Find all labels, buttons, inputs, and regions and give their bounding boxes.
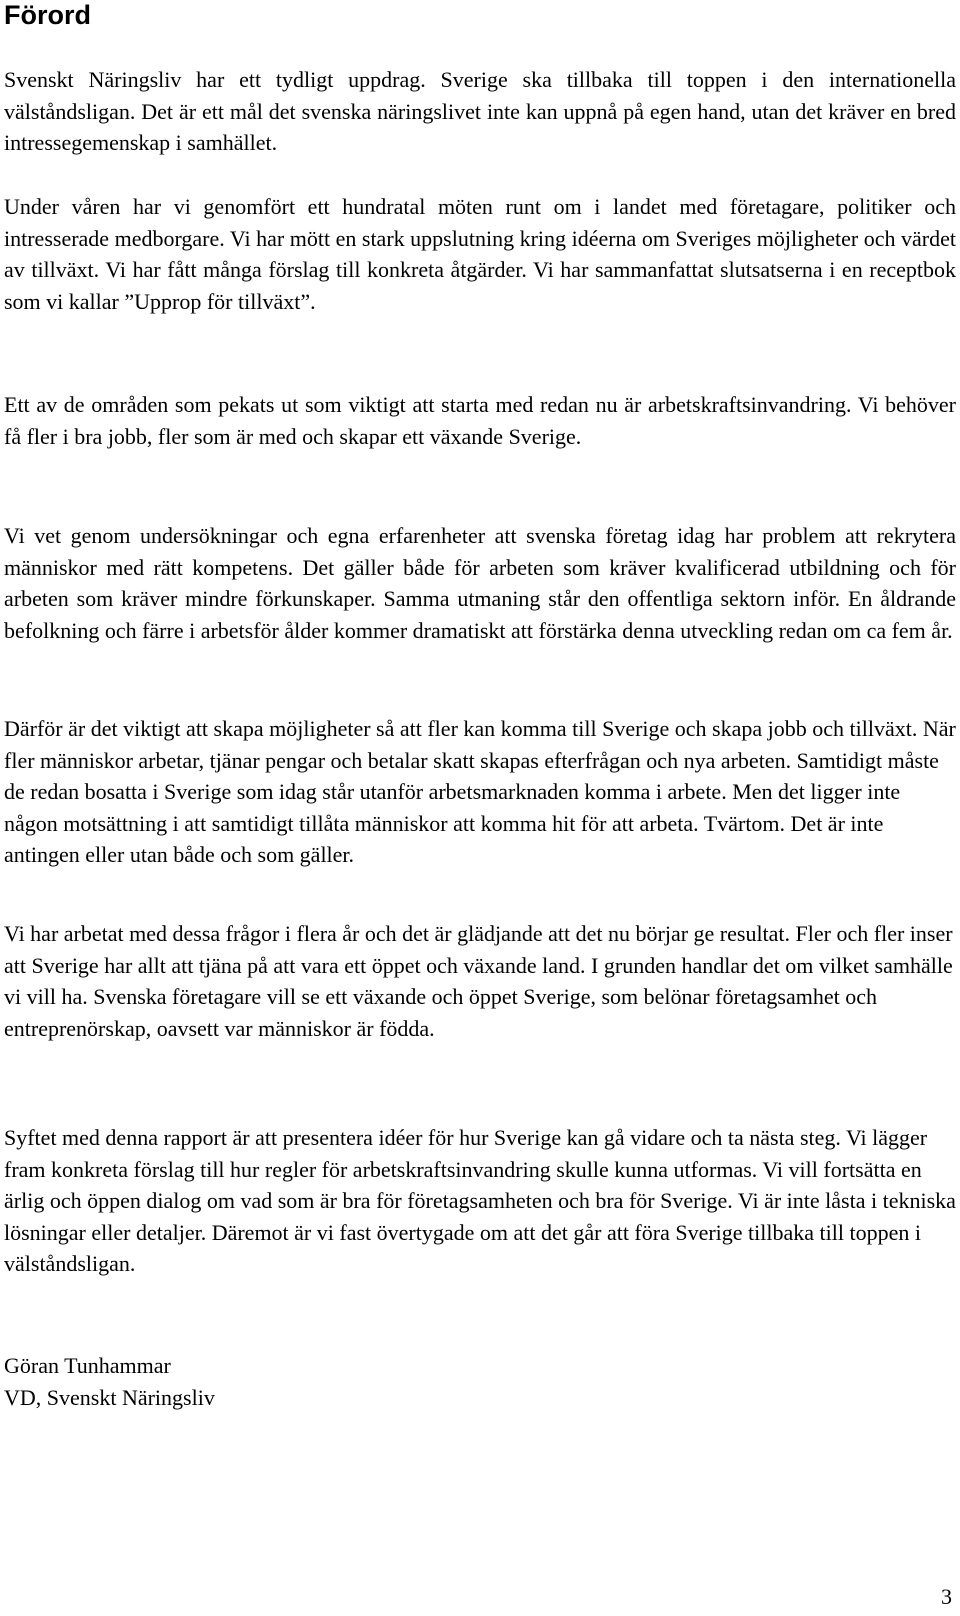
paragraph-opportunities: Därför är det viktigt att skapa möjligheter så att fler kan komma till Sverige och skapa jobb och tillväxt. När fler människor arbetar, tjänar pengar och betalar skatt skapas efterfrågan och nya arbeten. Samtidigt måste de redan bosatta i Sverige som idag står utanför arbetsmarknaden komma i arbete. Men det ligger inte någon motsättning i att samtidigt tillåta människor att komma hit för att arbeta. Tvärtom. Det är inte antingen eller utan både och som gäller. [4,716,956,867]
paragraph-recruitment: Vi vet genom undersökningar och egna erfarenheter att svenska företag idag har problem att rekrytera människor med rätt kompetens. Det gäller både för arbeten som kräver kvalificerad utbildning och för arbeten som kräver mindre förkunskaper. Samma utmaning står den offentliga sektorn inför. En åldrande befolkning och färre i arbetsför ålder kommer dramatiskt att förstärka denna utveckling redan om ca fem år. [4,523,956,643]
paragraph-labour-immigration: Ett av de områden som pekats ut som viktigt att starta med redan nu är arbetskraftsinvandring. Vi behöver få fler i bra jobb, fler som är med och skapar ett växande Sverige. [4,392,956,449]
paragraph-intro: Svenskt Näringsliv har ett tydligt uppdrag. Sverige ska tillbaka till toppen i den internationella välståndsligan. Det är ett mål det svenska näringslivet inte kan uppnå på egen hand, utan det kräver en bred intressegemenskap i samhället. [4,67,956,155]
page-number: 3 [941,1584,952,1609]
document-page [4,0,956,1616]
signature-block [4,1350,215,1413]
signature-name: Göran Tunhammar [4,1353,171,1378]
paragraph-meetings: Under våren har vi genomfört ett hundratal möten runt om i landet med företagare, politiker och intresserade medborgare. Vi har mött en stark uppslutning kring idéerna om Sveriges möjligheter och värdet av tillväxt. Vi har fått många förslag till konkreta åtgärder. Vi har sammanfattat slutsatserna i en receptbok som vi kallar ”Upprop för tillväxt”. [4,194,956,314]
page-title: Förord [4,0,91,30]
signature-role: VD, Svenskt Näringsliv [4,1384,215,1410]
paragraph-results: Vi har arbetat med dessa frågor i flera år och det är glädjande att det nu börjar ge resultat. Fler och fler inser att Sverige har allt att tjäna på att vara ett öppet och växande land. I grunden handlar det om vilket samhälle vi vill ha. Svenska företagare vill se ett växande och öppet Sverige, som belönar företagsamhet och entreprenörskap, oavsett var människor är födda. [4,921,953,1041]
paragraph-purpose: Syftet med denna rapport är att presentera idéer för hur Sverige kan gå vidare och ta nästa steg. Vi lägger fram konkreta förslag till hur regler för arbetskraftsinvandring skulle kunna utformas. Vi vill fortsätta en ärlig och öppen dialog om vad som är bra för företagsamheten och bra för Sverige. Vi är inte låsta i tekniska lösningar eller detaljer. Däremot är vi fast övertygade om att det går att föra Sverige tillbaka till toppen i välståndsligan. [4,1125,956,1276]
